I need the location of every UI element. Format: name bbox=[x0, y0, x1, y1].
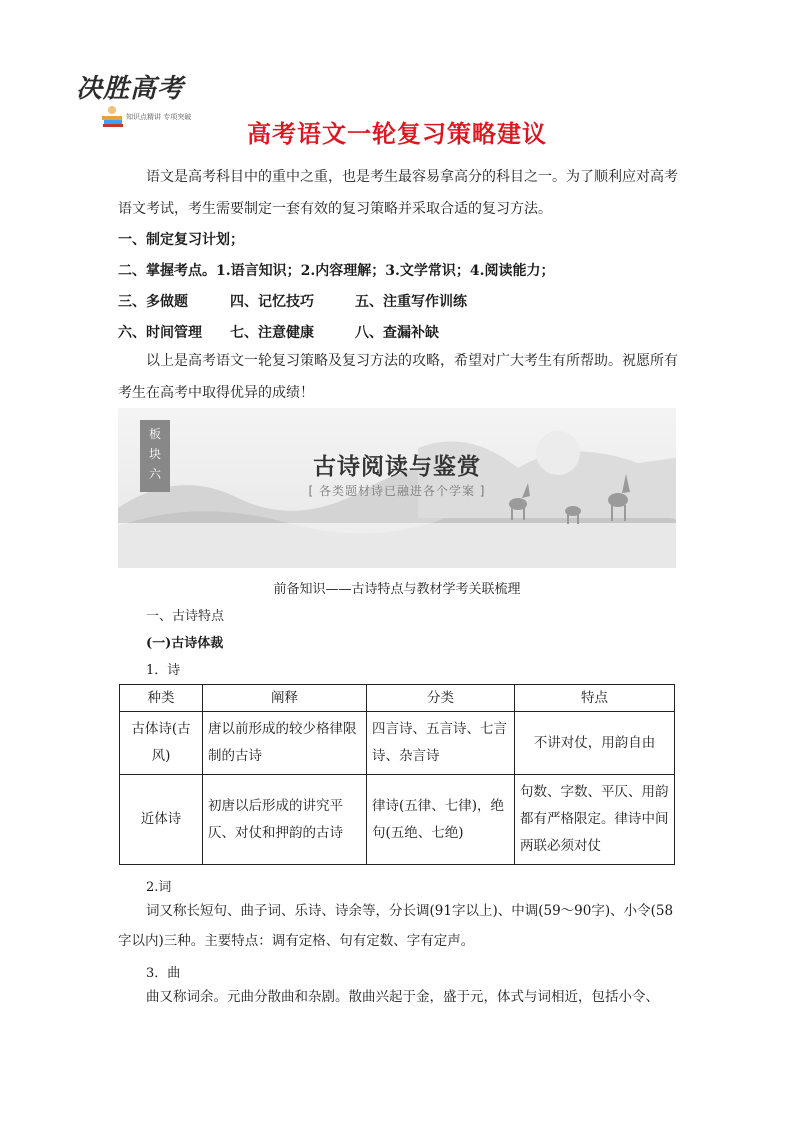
page-title: 高考语文一轮复习策略建议 bbox=[247, 120, 547, 148]
logo-text: 决胜高考 bbox=[76, 74, 185, 104]
table-cell: 句数、字数、平仄、用韵都有严格限定。律诗中间两联必须对仗 bbox=[515, 775, 675, 865]
section-banner bbox=[118, 408, 676, 568]
strategy-item-2: 二、掌握考点。1.语言知识；2.内容理解；3.文学常识；4.阅读能力； bbox=[118, 263, 555, 279]
strategy-item-6: 六、时间管理 bbox=[118, 325, 202, 341]
heading-ci: 2.词 bbox=[146, 880, 172, 895]
table-cell: 初唐以后形成的讲究平仄、对仗和押韵的古诗 bbox=[203, 775, 367, 865]
table-cell: 近体诗 bbox=[120, 775, 203, 865]
table-cell: 古体诗(古风) bbox=[120, 712, 203, 775]
section-caption: 前备知识——古诗特点与教材学考关联梳理 bbox=[273, 582, 521, 597]
table-header: 种类 bbox=[120, 685, 203, 712]
table-cell: 律诗(五律、七律)，绝句(五绝、七绝) bbox=[367, 775, 515, 865]
logo-subtitle: 知识点精讲 专项突破 bbox=[126, 113, 192, 121]
strategy-item-1: 一、制定复习计划； bbox=[118, 232, 244, 248]
heading-shi: 1．诗 bbox=[146, 663, 181, 678]
heading-ancient-poetry-features: 一、古诗特点 bbox=[146, 609, 225, 624]
banner-tag-char: 六 bbox=[148, 467, 161, 481]
strategy-item-8: 八、查漏补缺 bbox=[355, 325, 439, 341]
table-cell: 唐以前形成的较少格律限制的古诗 bbox=[203, 712, 367, 775]
closing-paragraph: 以上是高考语文一轮复习策略及复习方法的攻略，希望对广大考生有所帮助。祝愿所有考生在高考中取得优异的成绩！ bbox=[118, 353, 678, 401]
banner-tag-char: 板 bbox=[148, 427, 161, 441]
banner-subheading: [ 各类题材诗已融进各个学案 ] bbox=[308, 484, 486, 498]
table-row bbox=[120, 775, 675, 865]
strategy-item-4: 四、记忆技巧 bbox=[230, 294, 314, 310]
poetry-types-table bbox=[119, 684, 675, 865]
table-header-row bbox=[120, 685, 675, 712]
table-header: 分类 bbox=[367, 685, 515, 712]
strategy-item-5: 五、注重写作训练 bbox=[355, 294, 467, 310]
qu-paragraph: 曲又称词余。元曲分散曲和杂剧。散曲兴起于金，盛于元，体式与词相近，包括小令、 bbox=[146, 989, 659, 1005]
strategy-item-3: 三、多做题 bbox=[118, 294, 188, 310]
heading-poetry-genres: (一)古诗体裁 bbox=[146, 636, 224, 651]
heading-qu: 3．曲 bbox=[146, 966, 181, 981]
ci-paragraph: 词又称长短句、曲子词、乐诗、诗余等，分长调(91字以上)、中调(59～90字)、小令(58字以内)三种。主要特点：调有定格、句有定数、字有定声。 bbox=[118, 903, 674, 949]
table-cell: 不讲对仗，用韵自由 bbox=[515, 712, 675, 775]
table-row bbox=[120, 712, 675, 775]
strategy-item-7: 七、注意健康 bbox=[230, 325, 314, 341]
banner-heading: 古诗阅读与鉴赏 bbox=[313, 454, 481, 480]
table-cell: 四言诗、五言诗、七言诗、杂言诗 bbox=[367, 712, 515, 775]
banner-tag-char: 块 bbox=[148, 447, 161, 461]
table-header: 阐释 bbox=[203, 685, 367, 712]
table-header: 特点 bbox=[515, 685, 675, 712]
intro-paragraph: 语文是高考科目中的重中之重，也是考生最容易拿高分的科目之一。为了顺利应对高考语文考试，考生需要制定一套有效的复习策略并采取合适的复习方法。 bbox=[118, 169, 678, 217]
